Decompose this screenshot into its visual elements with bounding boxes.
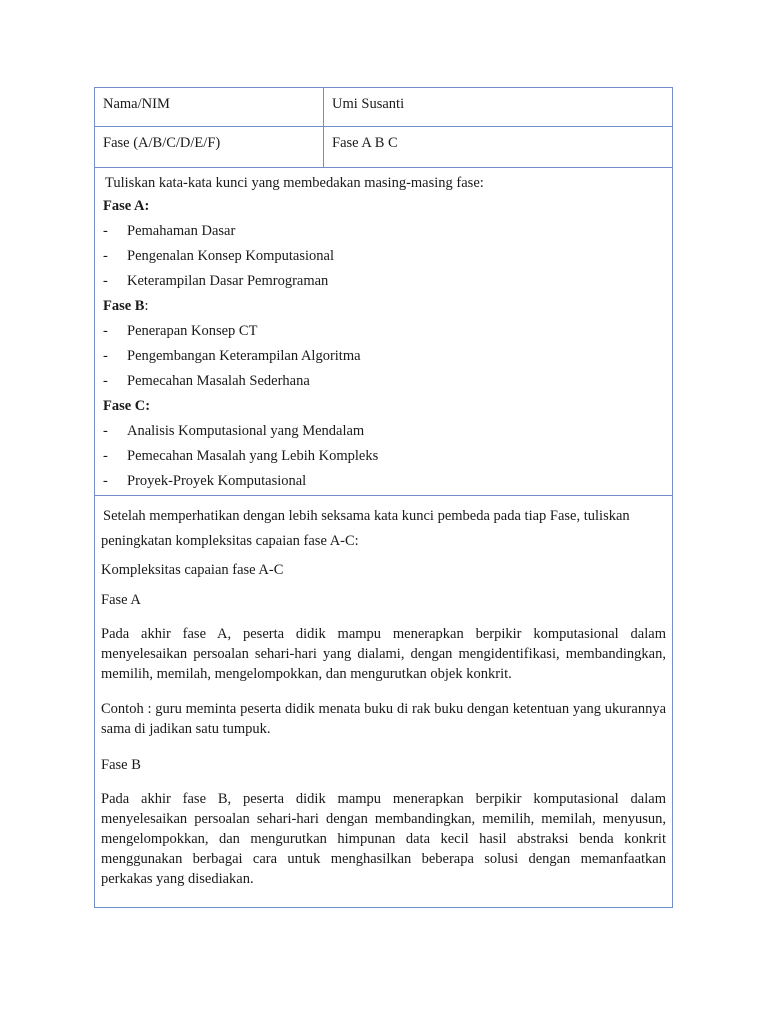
list-item: - Keterampilan Dasar Pemrograman: [103, 273, 329, 289]
list-item: - Pemecahan Masalah Sederhana: [103, 373, 310, 389]
phase-value: Fase A B C: [332, 135, 398, 151]
phase-a-title: Fase A:: [103, 198, 150, 214]
list-item: - Proyek-Proyek Komputasional: [103, 473, 307, 489]
name-row: [95, 88, 672, 127]
keywords-row: [95, 168, 672, 496]
phase-a-list: [103, 219, 484, 294]
example-paragraph: Contoh : guru meminta peserta didik menata buku di rak buku dengan ketentuan yang ukurannya sama di jadikan satu tumpuk.: [101, 701, 666, 737]
fase-a-label: Fase A: [101, 592, 141, 608]
complexity-subtitle: Kompleksitas capaian fase A-C: [101, 562, 284, 578]
complexity-intro: Setelah memperhatikan dengan lebih seksama kata kunci pembeda pada tiap Fase, tuliskan peningkatan kompleksitas capaian fase A-C:: [101, 508, 630, 549]
keywords-section: [95, 168, 490, 495]
phase-label: Fase (A/B/C/D/E/F): [95, 127, 324, 167]
complexity-row: [95, 496, 672, 907]
phase-b-title: Fase B:: [103, 298, 149, 314]
list-item: - Analisis Komputasional yang Mendalam: [103, 423, 365, 439]
fase-a-paragraph: Pada akhir fase A, peserta didik mampu menerapkan berpikir komputasional dalam menyelesaikan persoalan sehari-hari yang dialami, dengan mengidentifikasi, membandingkan, memilih, memilah, mengelompokkan, dan mengurutkan objek konkrit.: [101, 626, 666, 682]
list-item: - Pengembangan Keterampilan Algoritma: [103, 348, 361, 364]
fase-b-label: Fase B: [101, 757, 141, 773]
name-label: Nama/NIM: [95, 88, 324, 126]
phase-row: [95, 127, 672, 168]
fase-b-paragraph: Pada akhir fase B, peserta didik mampu menerapkan berpikir komputasional dalam menyelesaikan persoalan sehari-hari dengan membandingkan, memilih, memilah, menyusun, mengelompokkan, dan mengurutkan himpunan data kecil hasil abstraksi benda konkrit menggunakan berbagai cara untuk menghasilkan beberapa solusi dengan memanfaatkan perkakas yang disediakan.: [101, 791, 666, 887]
name-value: Umi Susanti: [332, 96, 405, 112]
keywords-prompt: Tuliskan kata-kata kunci yang membedakan masing-masing fase:: [105, 175, 484, 191]
complexity-section: [95, 496, 672, 907]
phase-b-list: [103, 319, 484, 394]
worksheet-table: [94, 87, 673, 908]
phase-c-list: [103, 419, 484, 494]
list-item: - Pemecahan Masalah yang Lebih Kompleks: [103, 448, 379, 464]
list-item: - Penerapan Konsep CT: [103, 323, 258, 339]
list-item: - Pengenalan Konsep Komputasional: [103, 248, 334, 264]
phase-c-title: Fase C:: [103, 398, 151, 414]
list-item: - Pemahaman Dasar: [103, 223, 236, 239]
